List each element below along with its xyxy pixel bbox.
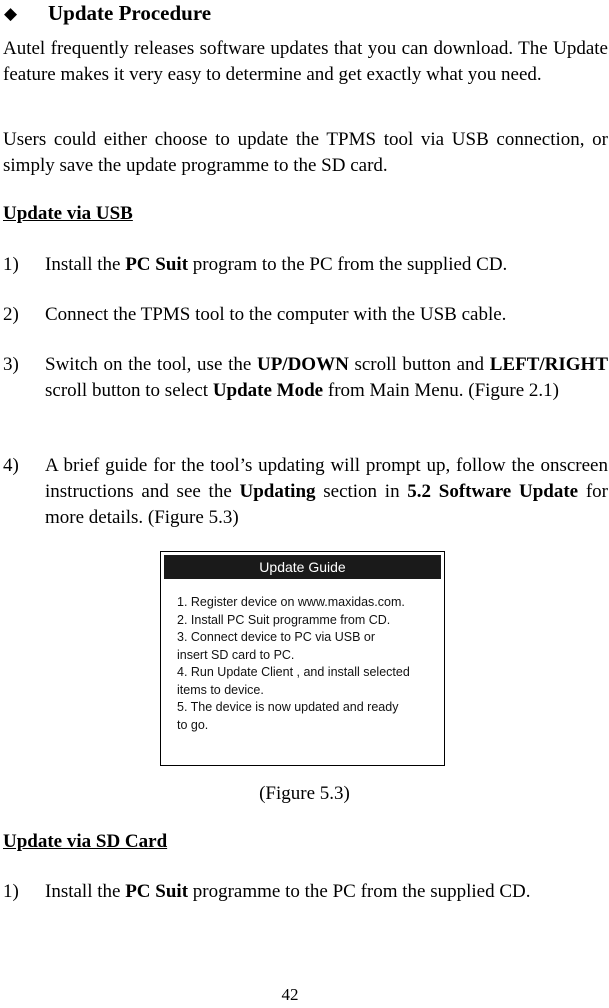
step-text: Install the PC Suit program to the PC from the supplied CD.	[45, 254, 508, 275]
step-number: 1)	[3, 881, 19, 902]
step-number: 4)	[3, 455, 19, 476]
subheading-sd-card: Update via SD Card	[3, 831, 168, 852]
guide-line: 2. Install PC Suit programme from CD.	[177, 612, 391, 627]
update-guide-header: Update Guide	[164, 555, 441, 579]
section-title: Update Procedure	[48, 1, 212, 25]
step-number: 3)	[3, 354, 19, 375]
guide-line: 1. Register device on www.maxidas.com.	[177, 595, 405, 609]
guide-line: 4. Run Update Client , and install selected	[177, 665, 410, 679]
step-number: 2)	[3, 304, 19, 325]
intro-paragraph-1: Autel frequently releases software updates that you can download. The Update feature makes it very easy to determine and get exactly what you need.	[3, 38, 608, 85]
section-heading	[4, 0, 211, 27]
update-guide-text	[177, 594, 442, 734]
page-number: 42	[281, 985, 299, 1004]
step-number: 1)	[3, 254, 19, 275]
figure-caption: (Figure 5.3)	[259, 783, 350, 804]
step-text: A brief guide for the tool’s updating will prompt up, follow the onscreen instructions and see the Updating section in 5.2 Software Update for more details. (Figure 5.3)	[45, 455, 608, 528]
step-text: Install the PC Suit programme to the PC from the supplied CD.	[45, 881, 531, 902]
update-guide-screenshot	[160, 551, 445, 766]
subheading-usb: Update via USB	[3, 203, 133, 224]
step-text: Switch on the tool, use the UP/DOWN scroll button and LEFT/RIGHT scroll button to select Update Mode from Main Menu. (Figure 2.1)	[45, 354, 608, 401]
guide-line: items to device.	[177, 682, 264, 697]
guide-line: to go.	[177, 717, 209, 732]
guide-line: 5. The device is now updated and ready	[177, 700, 399, 714]
diamond-bullet-icon: ◆	[4, 4, 18, 23]
step-text: Connect the TPMS tool to the computer with the USB cable.	[45, 304, 507, 325]
guide-line: 3. Connect device to PC via USB or	[177, 630, 376, 644]
intro-paragraph-2: Users could either choose to update the TPMS tool via USB connection, or simply save the update programme to the SD card.	[3, 129, 608, 176]
guide-line: insert SD card to PC.	[177, 647, 295, 662]
